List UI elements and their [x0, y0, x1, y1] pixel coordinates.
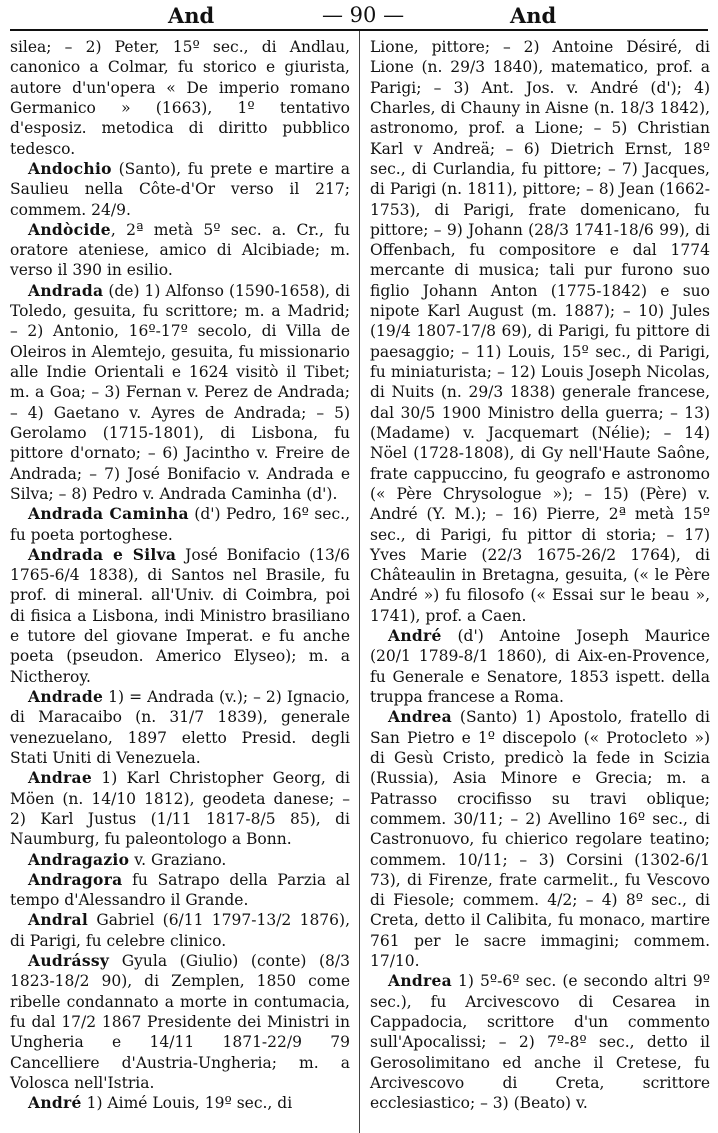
- entry: Andrea (Santo) 1) Apostolo, fratello di San Pietro e 1º discepolo (« Protocleto ») di Gesù Cristo, predicò la fede in Scizia (Russia), Asia Minore e Grecia; m. a Patrasso crocifisso su travi oblique; commem. 30/11; – 2) Avellino 16º sec., di Castronuovo, fu chierico regolare teatino; commem. 10/11; – 3) Corsini (1302-6/1 73), di Firenze, frate carmelit., fu Vescovo di Fiesole; commem. 4/2; – 4) 8º sec., di Creta, detto il Calibita, fu monaco, martire 761 per le sacre immagini; commem. 17/10.: [370, 707, 710, 971]
- headword: Andrade: [28, 687, 104, 706]
- entry: Lione, pittore; – 2) Antoine Désiré, di Lione (n. 29/3 1840), matematico, prof. a Parigi; – 3) Ant. Jos. v. André (d'); 4) Charles, di Chauny in Aisne (n. 18/3 1842), astronomo, prof. a Lione; – 5) Christian Karl v Andreä; – 6) Dietrich Ernst, 18º sec., di Curlandia, fu pittore; – 7) Jacques, di Parigi (n. 1811), pittore; – 8) Jean (1662-1753), di Parigi, frate domenicano, fu pittore; – 9) Johann (28/3 1741-18/6 99), di Offenbach, fu compositore e dal 1774 mercante di musica; tali pur furono suo figlio Johann Anton (1775-1842) e suo nipote Karl August (m. 1887); – 10) Jules (19/4 1807-17/8 69), di Parigi, fu pittore di paesaggio; – 11) Louis, 15º sec., di Parigi, fu miniaturista; – 12) Louis Joseph Nicolas, di Nuits (n. 29/3 1838) generale francese, dal 30/5 1900 Ministro della guerra; – 13) (Madame) v. Jacquemart (Nélie); – 14) Nöel (1728-1808), di Gy nell'Haute Saône, frate cappuccino, fu geografo e astronomo (« Père Chrysologue »); – 15) (Père) v. André (Y. M.); – 16) Pierre, 2ª metà 15º sec., di Parigi, fu pittor di storia; – 17) Yves Marie (22/3 1675-26/2 1764), di Châteaulin in Bretagna, gesuita, (« le Père André ») fu filosofo (« Essai sur le beau », 1741), prof. a Caen.: [370, 38, 710, 625]
- entry: Andragora fu Satrapo della Parzia al tempo d'Alessandro il Grande.: [10, 869, 350, 910]
- entry: André (d') Antoine Joseph Maurice (20/1 1789-8/1 1860), di Aix-en-Provence, fu Generale e Senatore, 1853 ispett. della truppa francese a Roma.: [370, 626, 710, 706]
- column-divider: [359, 31, 360, 1133]
- running-head-right: And: [510, 3, 557, 28]
- entry: Andrae 1) Karl Christopher Georg, di Möen (n. 14/10 1812), geodeta danese; – 2) Karl Justus (1/11 1817-8/5 85), di Naumburg, fu paleontologo a Bonn.: [10, 768, 350, 849]
- entry: André 1) Aimé Louis, 19º sec., di: [28, 1093, 293, 1113]
- entry: Audrássy Gyula (Giulio) (conte) (8/3 1823-18/2 90), di Zemplen, 1850 come ribelle condannato a morte in contumacia, fu dal 17/2 1867 Presidente dei Ministri in Ungheria e 14/11 1871-22/9 79 Cancelliere d'Austria-Ungheria; m. a Volosca nell'Istria.: [10, 951, 350, 1092]
- entry: Andochio (Santo), fu prete e martire a Saulieu nella Côte-d'Or verso il 217; commem. 24/9.: [10, 158, 350, 219]
- entry: Andòcide, 2ª metà 5º sec. a. Cr., fu oratore ateniese, amico di Alcibiade; m. verso il 390 in esilio.: [10, 219, 350, 280]
- entry: Andragazio v. Graziano.: [28, 849, 227, 869]
- entry: Andrada (de) 1) Alfonso (1590-1658), di Toledo, gesuita, fu scrittore; m. a Madrid; – 2) Antonio, 16º-17º secolo, di Villa de Oleiros in Alemtejo, gesuita, fu missionario alle Indie Orientali e 1624 visitò il Tibet; m. a Goa; – 3) Fernan v. Perez de Andrada; – 4) Gaetano v. Ayres de Andrada; – 5) Gerolamo (1715-1801), di Lisbona, fu pittore d'ornato; – 6) Jacintho v. Freire de Andrada; – 7) José Bonifacio v. Andrada e Silva; – 8) Pedro v. Andrada Caminha (d').: [10, 280, 350, 503]
- headword: Andrada Caminha: [28, 504, 189, 524]
- running-head-left: And: [168, 3, 215, 28]
- right-column: [370, 37, 710, 1114]
- headword: Andochio: [28, 158, 112, 178]
- headword: André: [388, 626, 442, 646]
- page-header: [0, 0, 718, 30]
- headword: Andrea: [388, 971, 453, 991]
- headword: Andral: [28, 910, 89, 930]
- left-column: [10, 37, 350, 1114]
- headword: André: [28, 1093, 82, 1113]
- entry: Andrada Caminha (d') Pedro, 16º sec., fu poeta portoghese.: [10, 504, 351, 544]
- headword: Andrada: [28, 280, 104, 300]
- entry: silea; – 2) Peter, 15º sec., di Andlau, canonico a Colmar, fu storico e giurista, autore d'un'opera « De imperio romano Germanico » (1663), 1º tentativo d'esposiz. metodica di diritto pubblico tedesco.: [10, 38, 350, 158]
- headword: Andragora: [28, 869, 123, 889]
- entry: Andrea 1) 5º-6º sec. (e secondo altri 9º sec.), fu Arcivescovo di Cesarea in Cappadocia, scrittore d'un commento sull'Apocalissi; – 2) 7º-8º sec., detto il Gerosolimitano ed anche il Cretese, fu Arcivescovo di Creta, scrittore ecclesiastico; – 3) (Beato) v.: [370, 971, 710, 1113]
- headword: Andrada e Silva: [28, 544, 177, 564]
- entry: Andrada e Silva José Bonifacio (13/6 1765-6/4 1838), di Santos nel Brasile, fu prof. di mineral. all'Univ. di Coimbra, poi di fisica a Lisbona, indi Ministro brasiliano e tutore del giovane Imperat. e fu anche poeta (pseudon. Americo Elyseo); m. a Nictheroy.: [10, 544, 351, 686]
- headword: Andrea: [388, 707, 453, 727]
- entry: Andrade 1) = Andrada (v.); – 2) Ignacio, di Maracaibo (n. 31/7 1839), generale venezuelano, 1897 eletto Presid. degli Stati Uniti di Venezuela.: [10, 687, 350, 767]
- page-number: — 90 —: [322, 3, 405, 27]
- headword: Audrássy: [28, 951, 110, 971]
- headword: Andòcide: [28, 219, 111, 239]
- entry: Andral Gabriel (6/11 1797-13/2 1876), di Parigi, fu celebre clinico.: [10, 910, 350, 950]
- headword: Andragazio: [28, 849, 130, 869]
- headword: Andrae: [28, 768, 93, 788]
